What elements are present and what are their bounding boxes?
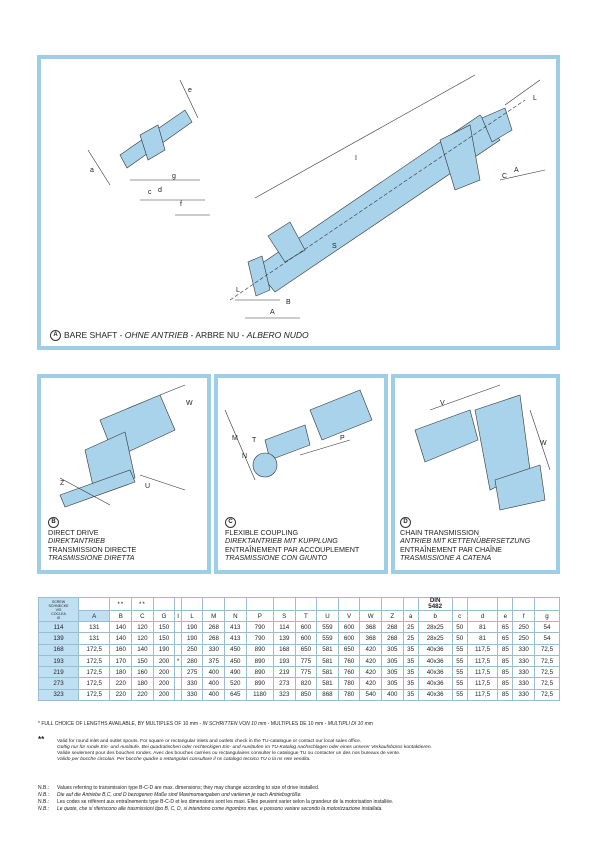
footnote-lengths: * FULL CHOICE OF LENGTHS AVAILABLE, BY MULTIPLES OF 10 mm - IN SCHRITTEN VON 10 mm - MULTIPLES DE 10 mm - MULTIPLI DI 10 mm bbox=[38, 721, 373, 727]
column-header: Z bbox=[381, 611, 403, 622]
table-cell: 180 bbox=[110, 667, 132, 678]
star-b: ** bbox=[110, 598, 132, 611]
table-cell: 40x36 bbox=[418, 678, 452, 689]
table-cell: 172,5 bbox=[79, 667, 110, 678]
table-cell: 780 bbox=[338, 689, 360, 700]
table-cell: 220 bbox=[110, 689, 132, 700]
table-cell: 450 bbox=[225, 655, 247, 666]
table-cell: 775 bbox=[295, 667, 317, 678]
table-cell: 25 bbox=[403, 622, 418, 633]
table-cell: 790 bbox=[246, 622, 273, 633]
table-cell: 868 bbox=[317, 689, 339, 700]
table-cell: 250 bbox=[181, 644, 203, 655]
table-cell: 420 bbox=[360, 655, 382, 666]
table-cell: 305 bbox=[381, 655, 403, 666]
table-cell: 85 bbox=[498, 644, 513, 655]
caption-c-fr: ENTRAÎNEMENT PAR ACCOUPLEMENT bbox=[225, 544, 360, 554]
table-row bbox=[39, 689, 560, 700]
star-c: ** bbox=[132, 598, 154, 611]
table-cell: 890 bbox=[246, 678, 273, 689]
table-cell: 150 bbox=[132, 655, 154, 666]
table-cell: 190 bbox=[181, 622, 203, 633]
column-header: B bbox=[110, 611, 132, 622]
table-cell: 55 bbox=[452, 678, 467, 689]
table-cell: 180 bbox=[132, 678, 154, 689]
table-cell: 190 bbox=[153, 644, 175, 655]
column-header: A bbox=[79, 611, 110, 622]
table-cell: 420 bbox=[360, 678, 382, 689]
caption-d-it: TRASMISSIONE A CATENA bbox=[400, 552, 492, 562]
badge-a: A bbox=[50, 330, 61, 341]
table-cell: 600 bbox=[295, 633, 317, 644]
table-cell: 85 bbox=[498, 678, 513, 689]
table-cell: 140 bbox=[110, 633, 132, 644]
table-cell: 600 bbox=[295, 622, 317, 633]
dim-label-e: e bbox=[188, 87, 192, 94]
drawing-direct-drive bbox=[60, 385, 185, 507]
table-cell: 72,5 bbox=[534, 689, 559, 700]
table-cell: 117,5 bbox=[467, 667, 498, 678]
table-cell: 200 bbox=[153, 689, 175, 700]
table-cell: 72,5 bbox=[534, 655, 559, 666]
table-cell: 581 bbox=[317, 655, 339, 666]
nb-text-fr: Les codes se réfèrent aux entraînements type B-C-D et les dimensions sont les maxi. Elles peuvent varier selon la grandeur de la motorisation installée. bbox=[57, 799, 394, 805]
caption-c-en: FLEXIBLE COUPLING bbox=[225, 528, 299, 537]
table-cell: 72,5 bbox=[534, 667, 559, 678]
dim-label-a2: A bbox=[270, 309, 275, 316]
table-header-row bbox=[39, 611, 560, 622]
caption-bare-shaft bbox=[50, 330, 309, 341]
drawing-flexible-coupling bbox=[225, 390, 372, 480]
column-header: g bbox=[534, 611, 559, 622]
table-cell: 400 bbox=[203, 689, 225, 700]
drawing-chain-transmission bbox=[415, 385, 550, 510]
column-header: a bbox=[403, 611, 418, 622]
nb-text-de: Die auf die Antriebe B,C, und D bezogenen Maße sind Maximumangaben und variieren je nach Antriebsgröße. bbox=[57, 792, 302, 798]
table-cell: 65 bbox=[498, 622, 513, 633]
column-header: I bbox=[175, 611, 182, 622]
table-cell: 275 bbox=[181, 667, 203, 678]
table-body bbox=[39, 622, 560, 701]
table-cell: 323 bbox=[273, 689, 295, 700]
table-cell: 193 bbox=[39, 655, 79, 666]
table-cell: 85 bbox=[498, 667, 513, 678]
table-cell: 55 bbox=[452, 689, 467, 700]
table-cell: 54 bbox=[534, 633, 559, 644]
table-cell: 305 bbox=[381, 644, 403, 655]
dim-label-i: I bbox=[355, 155, 357, 162]
dim-label-c2: c bbox=[148, 189, 152, 196]
dim-label-u: U bbox=[145, 483, 151, 490]
caption-a-it: ALBERO NUDO bbox=[246, 329, 309, 340]
dim-label-l2: L bbox=[236, 287, 240, 294]
nb-label-fr: N.B.: bbox=[38, 799, 50, 805]
table-cell: 40x36 bbox=[418, 689, 452, 700]
column-header: G bbox=[153, 611, 175, 622]
table-cell: 200 bbox=[153, 678, 175, 689]
table-cell: 172,5 bbox=[79, 655, 110, 666]
table-cell: 305 bbox=[381, 678, 403, 689]
table-cell: 72,5 bbox=[534, 678, 559, 689]
nb-label-en: N.B.: bbox=[38, 785, 50, 791]
nb-label-it: N.B.: bbox=[38, 806, 50, 812]
table-cell: 35 bbox=[403, 667, 418, 678]
caption-b-en: DIRECT DRIVE bbox=[48, 528, 99, 537]
header-din: DIN 5482 bbox=[418, 598, 452, 611]
column-header: S bbox=[273, 611, 295, 622]
column-header: U bbox=[317, 611, 339, 622]
table-cell: 280 bbox=[181, 655, 203, 666]
table-cell: 1180 bbox=[246, 689, 273, 700]
table-cell: 330 bbox=[513, 689, 535, 700]
table-cell: 490 bbox=[225, 667, 247, 678]
table-cell: 540 bbox=[360, 689, 382, 700]
column-header: N bbox=[225, 611, 247, 622]
drawing-bare-shaft bbox=[88, 75, 545, 318]
table-cell: 40x36 bbox=[418, 655, 452, 666]
table-cell: 131 bbox=[79, 622, 110, 633]
table-cell: 375 bbox=[203, 655, 225, 666]
table-cell: 35 bbox=[403, 689, 418, 700]
dim-label-a: A bbox=[514, 167, 519, 174]
table-cell: 820 bbox=[295, 678, 317, 689]
table-cell: 50 bbox=[452, 622, 467, 633]
table-cell: 790 bbox=[246, 633, 273, 644]
badge-d: D bbox=[400, 517, 411, 528]
table-row bbox=[39, 622, 560, 633]
table-cell: 250 bbox=[513, 622, 535, 633]
table-cell: 775 bbox=[295, 655, 317, 666]
table-cell: 170 bbox=[110, 655, 132, 666]
table-cell: 85 bbox=[498, 655, 513, 666]
table-cell: 780 bbox=[338, 678, 360, 689]
table-cell: 117,5 bbox=[467, 689, 498, 700]
table-cell: 890 bbox=[246, 655, 273, 666]
dim-label-a3: a bbox=[90, 167, 94, 174]
table-cell: 139 bbox=[273, 633, 295, 644]
table-header-stars bbox=[39, 598, 560, 611]
table-cell: 55 bbox=[452, 644, 467, 655]
dim-label-z: Z bbox=[60, 480, 65, 487]
dim-label-g: g bbox=[172, 173, 176, 180]
table-cell: 220 bbox=[132, 689, 154, 700]
caption-b-fr: TRANSMISSION DIRECTE bbox=[48, 544, 137, 554]
column-header: P bbox=[246, 611, 273, 622]
nb-label-de: N.B.: bbox=[38, 792, 50, 798]
table-cell: 581 bbox=[317, 667, 339, 678]
table-cell: 520 bbox=[225, 678, 247, 689]
table-cell: 890 bbox=[246, 644, 273, 655]
table-cell: 117,5 bbox=[467, 678, 498, 689]
table-cell: 65 bbox=[498, 633, 513, 644]
header-screw: SCREW SCHNECKE VIS COCLEA Ø bbox=[39, 598, 79, 622]
dim-label-l: L bbox=[533, 95, 537, 102]
dimension-labels-a bbox=[90, 87, 537, 316]
table-cell: 50 bbox=[452, 633, 467, 644]
table-cell: 160 bbox=[132, 667, 154, 678]
table-cell: 268 bbox=[203, 622, 225, 633]
table-cell: 150 bbox=[153, 633, 175, 644]
table-cell: 120 bbox=[132, 622, 154, 633]
table-cell: 81 bbox=[467, 622, 498, 633]
caption-a-en: BARE SHAFT - bbox=[64, 329, 125, 340]
column-header: e bbox=[498, 611, 513, 622]
table-cell: 268 bbox=[203, 633, 225, 644]
caption-d-en: CHAIN TRANSMISSION bbox=[400, 528, 479, 537]
table-cell: 330 bbox=[181, 678, 203, 689]
caption-a-fr: - ARBRE NU - bbox=[188, 329, 247, 340]
dim-label-c: C bbox=[502, 173, 508, 180]
table-cell: 140 bbox=[110, 622, 132, 633]
column-header: f bbox=[513, 611, 535, 622]
table-cell: 172,5 bbox=[79, 689, 110, 700]
table-cell: 55 bbox=[452, 655, 467, 666]
table-cell: 200 bbox=[153, 667, 175, 678]
table-cell: 450 bbox=[225, 644, 247, 655]
footnote-double-star-label: ** bbox=[38, 735, 45, 744]
table-cell: 81 bbox=[467, 633, 498, 644]
table-cell: 330 bbox=[513, 667, 535, 678]
table-cell: 139 bbox=[39, 633, 79, 644]
caption-a-de: OHNE ANTRIEB bbox=[124, 329, 189, 340]
column-header: M bbox=[203, 611, 225, 622]
table-cell: 273 bbox=[39, 678, 79, 689]
table-cell: 40x36 bbox=[418, 667, 452, 678]
table-cell: 650 bbox=[295, 644, 317, 655]
table-cell: 760 bbox=[338, 655, 360, 666]
table-cell: 330 bbox=[181, 689, 203, 700]
table-cell: 117,5 bbox=[467, 644, 498, 655]
badge-c: C bbox=[225, 517, 236, 528]
dim-label-s: S bbox=[332, 243, 337, 250]
dim-label-w2: W bbox=[540, 440, 547, 447]
table-cell: 850 bbox=[295, 689, 317, 700]
table-row bbox=[39, 678, 560, 689]
table-row bbox=[39, 633, 560, 644]
table-cell: 219 bbox=[39, 667, 79, 678]
column-header: T bbox=[295, 611, 317, 622]
table-cell: 168 bbox=[273, 644, 295, 655]
dim-label-b: B bbox=[286, 299, 291, 306]
dimensions-table bbox=[38, 597, 560, 701]
caption-direct-drive bbox=[48, 517, 136, 562]
dim-label-t: T bbox=[252, 437, 257, 444]
table-cell: 220 bbox=[110, 678, 132, 689]
table-cell: 190 bbox=[181, 633, 203, 644]
column-header: V bbox=[338, 611, 360, 622]
table-cell: 368 bbox=[360, 633, 382, 644]
table-cell: 323 bbox=[39, 689, 79, 700]
badge-b: B bbox=[48, 517, 59, 528]
table-cell: 268 bbox=[381, 633, 403, 644]
table-cell: 114 bbox=[273, 622, 295, 633]
table-cell: 760 bbox=[338, 667, 360, 678]
table-cell: * bbox=[175, 655, 182, 666]
table-cell: 400 bbox=[203, 667, 225, 678]
dim-label-v: V bbox=[440, 400, 445, 407]
table-cell: 131 bbox=[79, 633, 110, 644]
table-cell: 330 bbox=[203, 644, 225, 655]
table-cell: 160 bbox=[110, 644, 132, 655]
table-cell: 117,5 bbox=[467, 655, 498, 666]
table-cell: 150 bbox=[153, 622, 175, 633]
dim-label-w: W bbox=[186, 400, 193, 407]
table-cell: 85 bbox=[498, 689, 513, 700]
table-cell: 172,5 bbox=[79, 678, 110, 689]
caption-b-de: DIREKTANTRIEB bbox=[48, 536, 105, 546]
table-cell: 890 bbox=[246, 667, 273, 678]
column-header: b bbox=[418, 611, 452, 622]
table-cell: 200 bbox=[153, 655, 175, 666]
dim-label-d: d bbox=[158, 187, 162, 194]
nb-text-en: Values referring to transmission type B-C-D are max. dimensions; they may change according to size of drive installed. bbox=[57, 785, 320, 791]
nb-text-it: Le quote, che si riferiscono alle trasmissioni tipo B, C, D, si intendono come ingombro max, e possono variare secondo la motorizzazione installata. bbox=[57, 806, 383, 812]
caption-d-de: ANTRIEB MIT KETTENÜBERSETZUNG bbox=[400, 536, 531, 546]
table-cell: 268 bbox=[381, 622, 403, 633]
table-cell: 400 bbox=[381, 689, 403, 700]
table-cell: 600 bbox=[338, 622, 360, 633]
table-cell: 413 bbox=[225, 622, 247, 633]
table-cell: 559 bbox=[317, 633, 339, 644]
table-cell: 120 bbox=[132, 633, 154, 644]
caption-chain-transmission bbox=[400, 517, 530, 562]
caption-b-it: TRASMISSIONE DIRETTA bbox=[48, 552, 135, 562]
column-header: d bbox=[467, 611, 498, 622]
table-cell: 600 bbox=[338, 633, 360, 644]
column-header: L bbox=[181, 611, 203, 622]
table-cell: 40x36 bbox=[418, 644, 452, 655]
table-cell: 330 bbox=[513, 644, 535, 655]
table-cell: 368 bbox=[360, 622, 382, 633]
table-row bbox=[39, 655, 560, 666]
table-cell: 55 bbox=[452, 667, 467, 678]
table-cell: 28x25 bbox=[418, 622, 452, 633]
table-cell: 420 bbox=[360, 644, 382, 655]
table-cell: 645 bbox=[225, 689, 247, 700]
column-header: C bbox=[132, 611, 154, 622]
dim-label-n: N bbox=[242, 453, 248, 460]
table-cell: 72,5 bbox=[534, 644, 559, 655]
table-cell: 413 bbox=[225, 633, 247, 644]
caption-c-it: TRASMISSIONE CON GIUNTO bbox=[225, 552, 328, 562]
dim-label-f: f bbox=[180, 201, 182, 208]
table-row bbox=[39, 667, 560, 678]
dim-label-m: M bbox=[232, 435, 238, 442]
caption-c-de: DIREKTANTRIEB MIT KUPPLUNG bbox=[225, 536, 338, 546]
table-cell: 330 bbox=[513, 655, 535, 666]
table-cell: 35 bbox=[403, 644, 418, 655]
table-cell: 172,5 bbox=[79, 644, 110, 655]
table-cell: 581 bbox=[317, 678, 339, 689]
table-cell: 650 bbox=[338, 644, 360, 655]
table-cell: 35 bbox=[403, 655, 418, 666]
table-cell: 581 bbox=[317, 644, 339, 655]
table-cell: 305 bbox=[381, 667, 403, 678]
caption-flexible-coupling bbox=[225, 517, 359, 562]
table-cell: 420 bbox=[360, 667, 382, 678]
table-cell: 273 bbox=[273, 678, 295, 689]
table-cell: 168 bbox=[39, 644, 79, 655]
table-cell: 400 bbox=[203, 678, 225, 689]
table-cell: 250 bbox=[513, 633, 535, 644]
table-cell: 140 bbox=[132, 644, 154, 655]
table-cell: 25 bbox=[403, 633, 418, 644]
caption-d-fr: ENTRAÎNEMENT PAR CHAÎNE bbox=[400, 544, 502, 554]
footnote-double-star: Valid for round inlet and outlet spouts. For square or rectangular inlets and outlets check in the TU-catalogue or contact our local sales office. Gültig nur für runde Ein- und Ausläufe. Bei quadratischen oder rechteckigen Ein- und Ausläufen im TU-Katalog nachschlagen oder eines unserer Verkaufsbüros kontaktieren. Valide seulement pour des bouches rondes. Avec des bouches carrées ou rectangulaires consulter le catalogue TU ou contacter un des nos bureaux de vente. Valido per bocche circolari. Per bocche quadre o rettangolari consultare il ns catalogo tecnico TU o la ns rete vendita. bbox=[57, 739, 432, 762]
table-cell: 35 bbox=[403, 678, 418, 689]
table-cell: 114 bbox=[39, 622, 79, 633]
column-header: W bbox=[360, 611, 382, 622]
table-cell: 193 bbox=[273, 655, 295, 666]
table-cell: 559 bbox=[317, 622, 339, 633]
column-header: c bbox=[452, 611, 467, 622]
table-cell: 219 bbox=[273, 667, 295, 678]
dim-label-p: P bbox=[340, 435, 345, 442]
table-row bbox=[39, 644, 560, 655]
table-cell: 330 bbox=[513, 678, 535, 689]
table-cell: 54 bbox=[534, 622, 559, 633]
table-cell: 28x25 bbox=[418, 633, 452, 644]
